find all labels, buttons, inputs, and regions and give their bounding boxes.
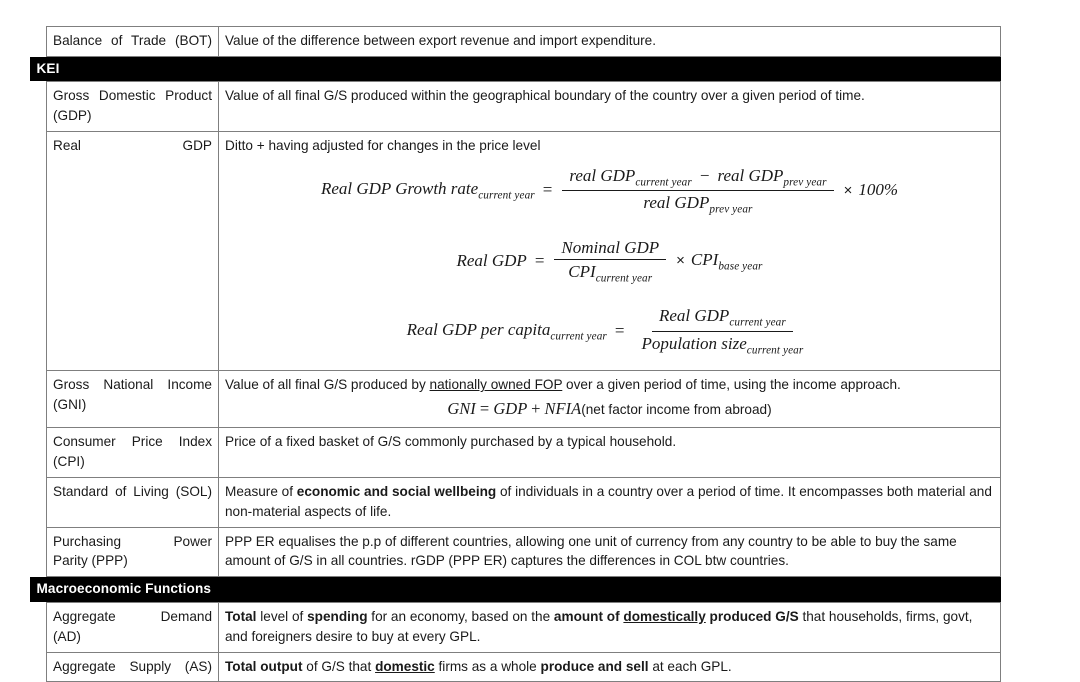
gni-formula-note: (net factor income from abroad) <box>581 402 772 418</box>
formula-realgdp-multiplier-sub: base year <box>718 260 763 273</box>
formula-realgdp-numerator: Nominal GDP <box>554 237 666 260</box>
formula-gni <box>225 395 994 422</box>
table-row <box>47 652 1001 682</box>
plus-sign: + <box>531 399 541 419</box>
ad-def-seg3: spending <box>307 608 368 624</box>
sol-def-bold: economic and social wellbeing <box>296 483 497 499</box>
formula-realgdp-multiplier: CPI <box>690 249 719 269</box>
term-cell-ppp <box>47 527 219 577</box>
section-band-macro: Macroeconomic Functions <box>30 577 1001 602</box>
table-row <box>47 82 1001 132</box>
term-label-as: Aggregate Supply (AS) <box>53 658 212 674</box>
definition-cell-ad <box>219 602 1001 652</box>
denominator-term-sub: prev year <box>709 203 753 216</box>
ad-def-seg1: Total <box>225 608 257 624</box>
as-def-seg2: of G/S that <box>302 658 376 674</box>
ad-def-seg2: level of <box>256 608 308 624</box>
denominator-term-sub: current year <box>595 272 653 285</box>
denominator-term: Population size <box>641 333 747 353</box>
term-cell-cpi <box>47 428 219 478</box>
gni-def-part2: over a given period of time, using the income approach. <box>562 377 901 393</box>
formula-growth-lhs: Real GDP Growth rate <box>320 179 479 199</box>
gni-def-part1: Value of all final G/S produced by <box>225 377 430 393</box>
ad-def-seg8: that households, firms, govt, and foreigners desire to buy at every GPL. <box>225 608 973 644</box>
table-row <box>47 477 1001 527</box>
numerator-operator: − <box>699 165 710 185</box>
table-row <box>47 132 1001 371</box>
as-def-seg3: domestic <box>375 658 435 674</box>
numerator-term-a-sub: current year <box>635 176 692 189</box>
equals-sign: = <box>534 250 545 270</box>
as-def-seg6: at each GPL. <box>648 658 732 674</box>
definition-cell-real-gdp <box>219 132 1001 371</box>
term-label-cpi-line2: (CPI) <box>53 454 85 470</box>
formula-percapita-numerator <box>652 305 793 331</box>
denominator-term-sub: current year <box>746 344 804 357</box>
ad-def-seg6: domestically <box>623 608 706 624</box>
formula-percapita-lhs-sub: current year <box>550 330 607 343</box>
section-band-kei: KEI <box>30 57 1001 82</box>
gni-def-underlined: nationally owned FOP <box>429 377 563 393</box>
formula-real-gdp-per-capita <box>225 305 994 357</box>
kei-reference-table-wrapper <box>36 26 1000 682</box>
denominator-term: CPI <box>568 262 596 282</box>
ad-def-seg5: amount of <box>553 608 624 624</box>
formula-realgdp-lhs: Real GDP <box>456 250 527 270</box>
gni-definition-text <box>225 375 994 395</box>
numerator-term-b: real GDP <box>717 165 784 185</box>
as-def-seg4: firms as a whole <box>434 658 541 674</box>
formula-real-gdp-growth-rate <box>225 165 994 217</box>
numerator-term-b-sub: prev year <box>783 176 827 189</box>
formula-percapita-lhs: Real GDP per capita <box>406 319 551 339</box>
term-label-sol: Standard of Living (SOL) <box>53 483 212 499</box>
section-header-cell-macro <box>36 577 1001 603</box>
section-header-row-kei <box>47 56 1001 82</box>
sol-def-part2: of individuals in a country over a period of time. It encompasses both material and non-material aspects of life. <box>225 483 992 519</box>
term-cell-sol <box>47 477 219 527</box>
equals-sign: = <box>614 320 625 340</box>
term-label-ppp-line1: Purchasing Power <box>53 533 212 549</box>
table-row <box>47 27 1001 57</box>
term-label-gni-line1: Gross National Income <box>53 377 212 393</box>
formula-growth-denominator <box>636 191 759 216</box>
gni-formula-lhs: GNI <box>447 399 476 419</box>
ad-def-seg4: for an economy, based on the <box>367 608 554 624</box>
sol-def-part1: Measure of <box>225 483 297 499</box>
definition-cell-sol <box>219 477 1001 527</box>
term-label-cpi-line1: Consumer Price Index <box>53 434 212 450</box>
term-cell-gdp <box>47 82 219 132</box>
term-label-ad-line1: Aggregate Demand <box>53 608 212 624</box>
formula-growth-lhs-sub: current year <box>478 189 535 202</box>
gni-formula-rhs-a: GDP <box>493 399 527 419</box>
term-label-ppp-line2: Parity (PPP) <box>53 553 128 569</box>
formula-realgdp-fraction <box>554 237 666 286</box>
gni-formula-rhs-b: NFIA <box>544 399 582 419</box>
term-cell-ad <box>47 602 219 652</box>
kei-reference-table <box>36 26 1001 682</box>
formula-growth-multiplier: 100% <box>858 180 899 200</box>
numerator-term: Real GDP <box>658 306 730 326</box>
term-label-ad-line2: (AD) <box>53 628 81 644</box>
term-label-gdp-line2: (GDP) <box>53 108 92 124</box>
formula-real-gdp-deflated <box>225 237 994 286</box>
table-row <box>47 527 1001 577</box>
section-header-cell-kei <box>36 56 1001 82</box>
term-label-gni-line2: (GNI) <box>53 397 87 413</box>
formula-growth-fraction <box>562 165 833 217</box>
table-row <box>47 428 1001 478</box>
table-row <box>47 371 1001 428</box>
as-def-seg5: produce and sell <box>540 658 649 674</box>
ad-def-seg7: produced G/S <box>705 608 799 624</box>
table-row <box>47 602 1001 652</box>
definition-cell-gdp: Value of all final G/S produced within the geographical boundary of the country over a given period of time. <box>219 82 1001 132</box>
term-cell-gni <box>47 371 219 428</box>
denominator-term: real GDP <box>643 193 710 213</box>
formula-percapita-fraction <box>634 305 810 357</box>
numerator-term-a: real GDP <box>569 165 636 185</box>
term-label-bot: Balance of Trade (BOT) <box>53 33 212 48</box>
formula-percapita-denominator <box>634 332 810 357</box>
equals-sign: = <box>542 180 553 200</box>
term-cell-as <box>47 652 219 682</box>
formula-growth-numerator <box>562 165 833 191</box>
multiplication-sign: × <box>676 252 685 270</box>
numerator-term-sub: current year <box>729 316 786 329</box>
as-def-seg1: Total output <box>225 658 303 674</box>
definition-cell-cpi: Price of a fixed basket of G/S commonly purchased by a typical household. <box>219 428 1001 478</box>
real-gdp-formula-block <box>225 156 994 365</box>
multiplication-sign: × <box>843 181 853 199</box>
formula-realgdp-denominator <box>561 260 659 285</box>
section-header-row-macro <box>47 577 1001 603</box>
term-cell-bot <box>47 27 219 57</box>
definition-cell-gni <box>219 371 1001 428</box>
definition-cell-as <box>219 652 1001 682</box>
term-label-real-gdp: Real GDP <box>53 138 212 154</box>
term-cell-real-gdp <box>47 132 219 371</box>
term-label-gdp-line1: Gross Domestic Product <box>53 88 212 104</box>
definition-cell-bot: Value of the difference between export revenue and import expenditure. <box>219 27 1001 57</box>
real-gdp-definition-text: Ditto + having adjusted for changes in the price level <box>225 138 541 154</box>
equals-sign: = <box>479 399 490 419</box>
definition-cell-ppp: PPP ER equalises the p.p of different countries, allowing one unit of currency from any country to be able to buy the same amount of G/S in all countries. rGDP (PPP ER) captures the differences in COL btw countries. <box>219 527 1001 577</box>
